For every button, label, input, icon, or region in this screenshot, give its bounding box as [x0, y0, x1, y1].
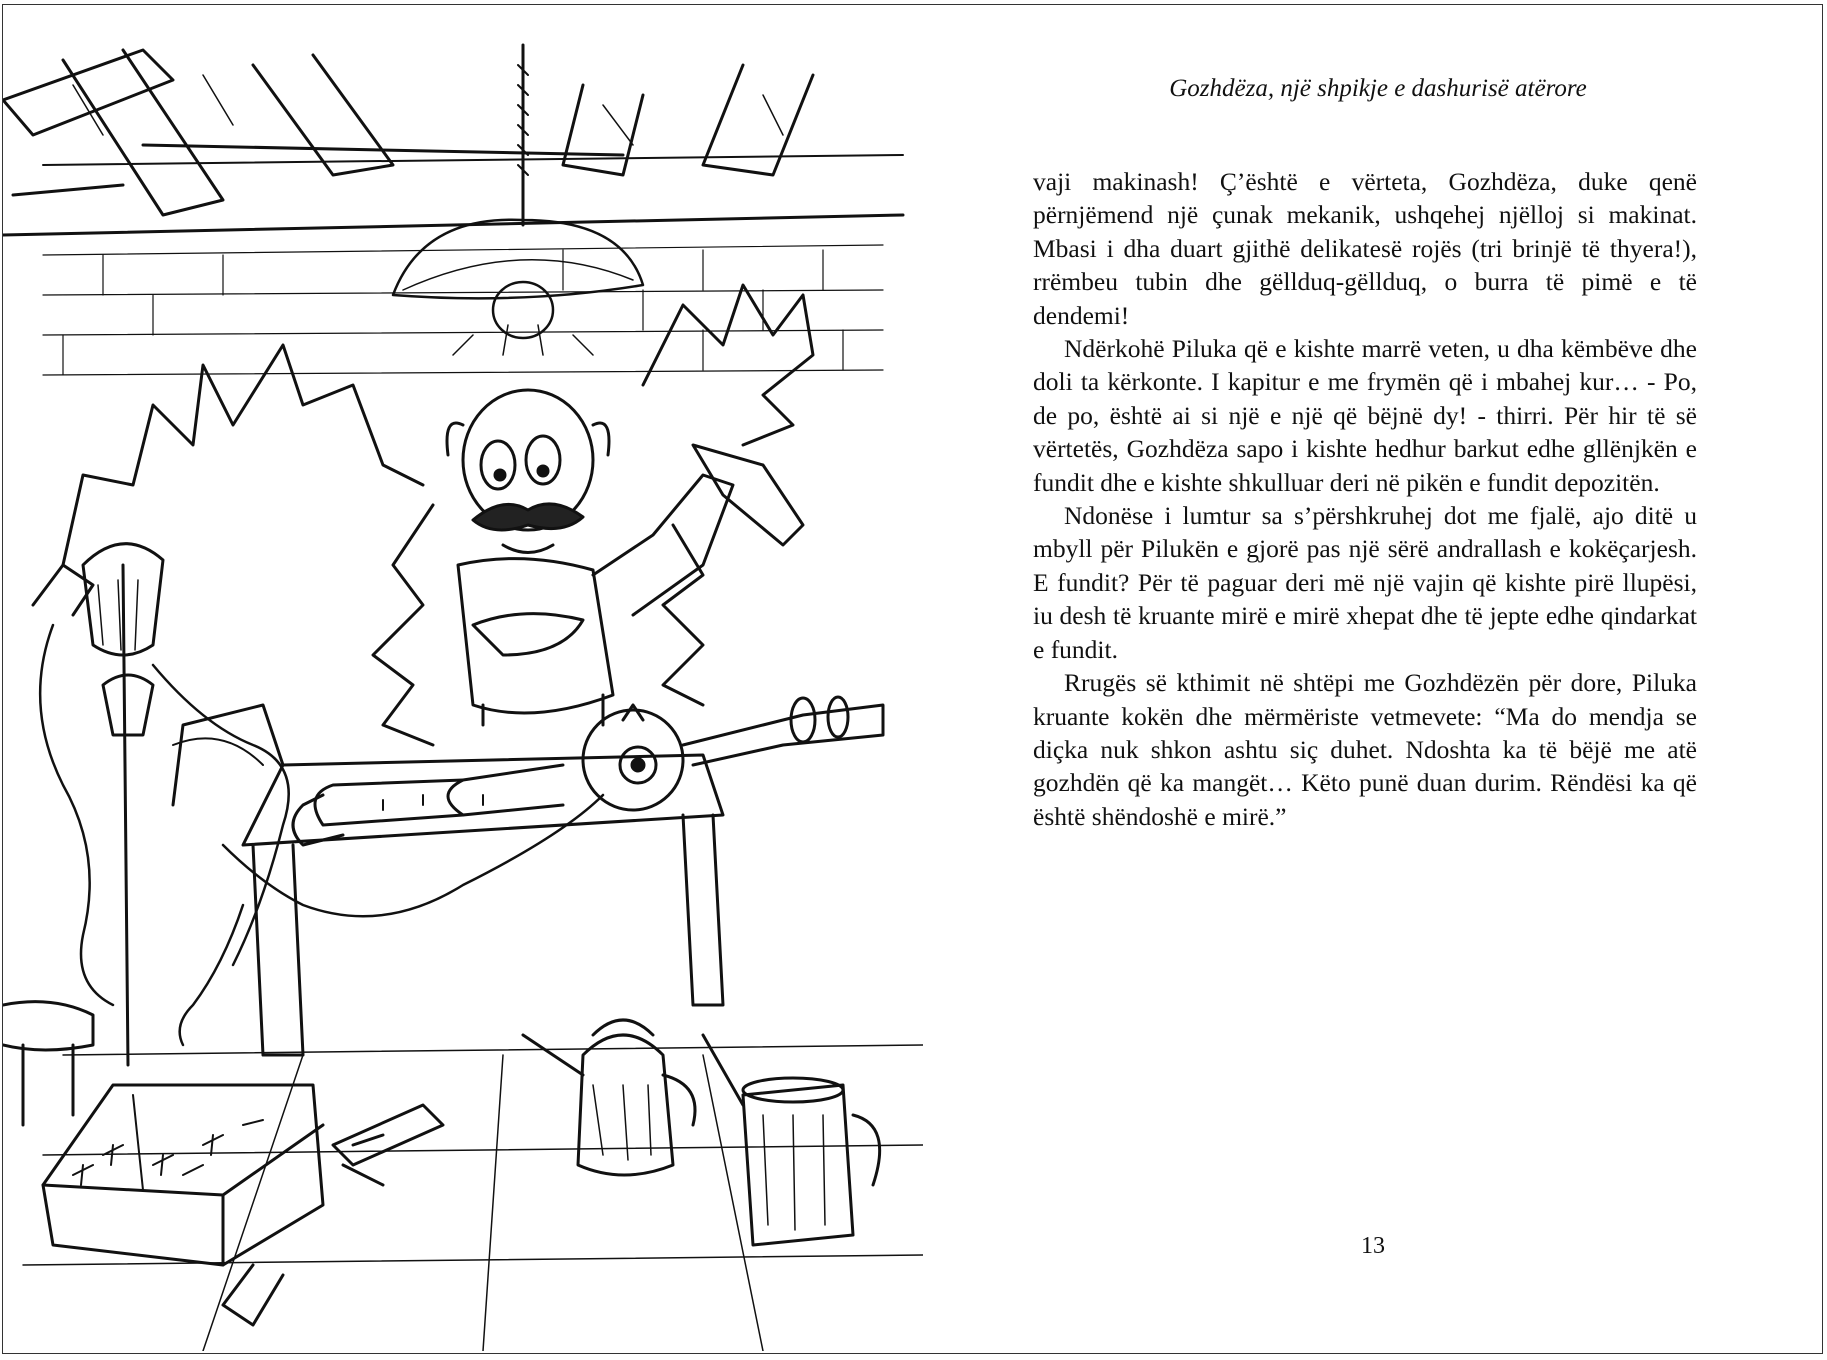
stool: [3, 1002, 93, 1125]
page-number: 13: [1361, 1233, 1385, 1259]
broom: [83, 544, 163, 1065]
paragraph: Ndërkohë Piluka që e kishte marrë veten, u dha këmbëve dhe doli ta kërkonte. I kapitur e me frymën që i mbahej kur… - Po, de po, është ai si një e një që bëjnë dy! - thirri. Për hir të së vërtetës, Gozhdëza sapo i kishte hedhur barkut edhe gllënjkën e fundit dhe e kishte shkulluar deri në pikën e fundit depozitën.: [1033, 334, 1697, 497]
paragraph: Ndonëse i lumtur sa s’përshkruhej dot me fjalë, ajo ditë u mbyll për Pilukën e gjorë pas një sërë andrallash e kokëçarjesh. E fundit? Për të paguar deri më një vajin që kishte pirë llupësi, iu desh të kruante mirë e mirë xhepat dhe të jepte edhe qindarkat e fundit.: [1033, 501, 1697, 664]
body-text: [1033, 165, 1697, 833]
oil-can: [703, 1035, 880, 1245]
lightning-bolts: [33, 285, 813, 745]
kettle: [523, 1020, 695, 1175]
ceiling-beams: [3, 50, 903, 235]
running-header: Gozhdëza, një shpikje e dashurisë atërore: [1169, 75, 1587, 102]
paragraph: vaji makinash! Ç’është e vërteta, Gozhdëza, duke qenë përnjëmend një çunak mekanik, ushqehej njëlloj si makinat. Mbasi i dha duart gjithë delikatesë rojës (tri brinjë të thyera!), rrëmbeu tubin dhe gëllduq-gëllduq, o burra të pimë e të dendemi!: [1033, 167, 1697, 330]
man-figure: [447, 390, 803, 725]
paragraph: Rrugës së kthimit në shtëpi me Gozhdëzën për dore, Piluka kruante kokën dhe mërmëriste vetmevete: “Ma do mendja se diçka nuk shkon ashtu siç duhet. Ndoshta ka të bëjë me atë gozhdën që ka mangët… Këto punë duan durim. Rëndësi ka që është shëndoshë e mirë.”: [1033, 668, 1697, 831]
hanging-lamp: [393, 45, 643, 355]
book-spread: [2, 4, 1823, 1354]
nail-box: [43, 1085, 323, 1265]
workbench: [173, 705, 723, 1055]
workshop-illustration: [3, 5, 923, 1351]
pliers: [223, 1105, 443, 1325]
